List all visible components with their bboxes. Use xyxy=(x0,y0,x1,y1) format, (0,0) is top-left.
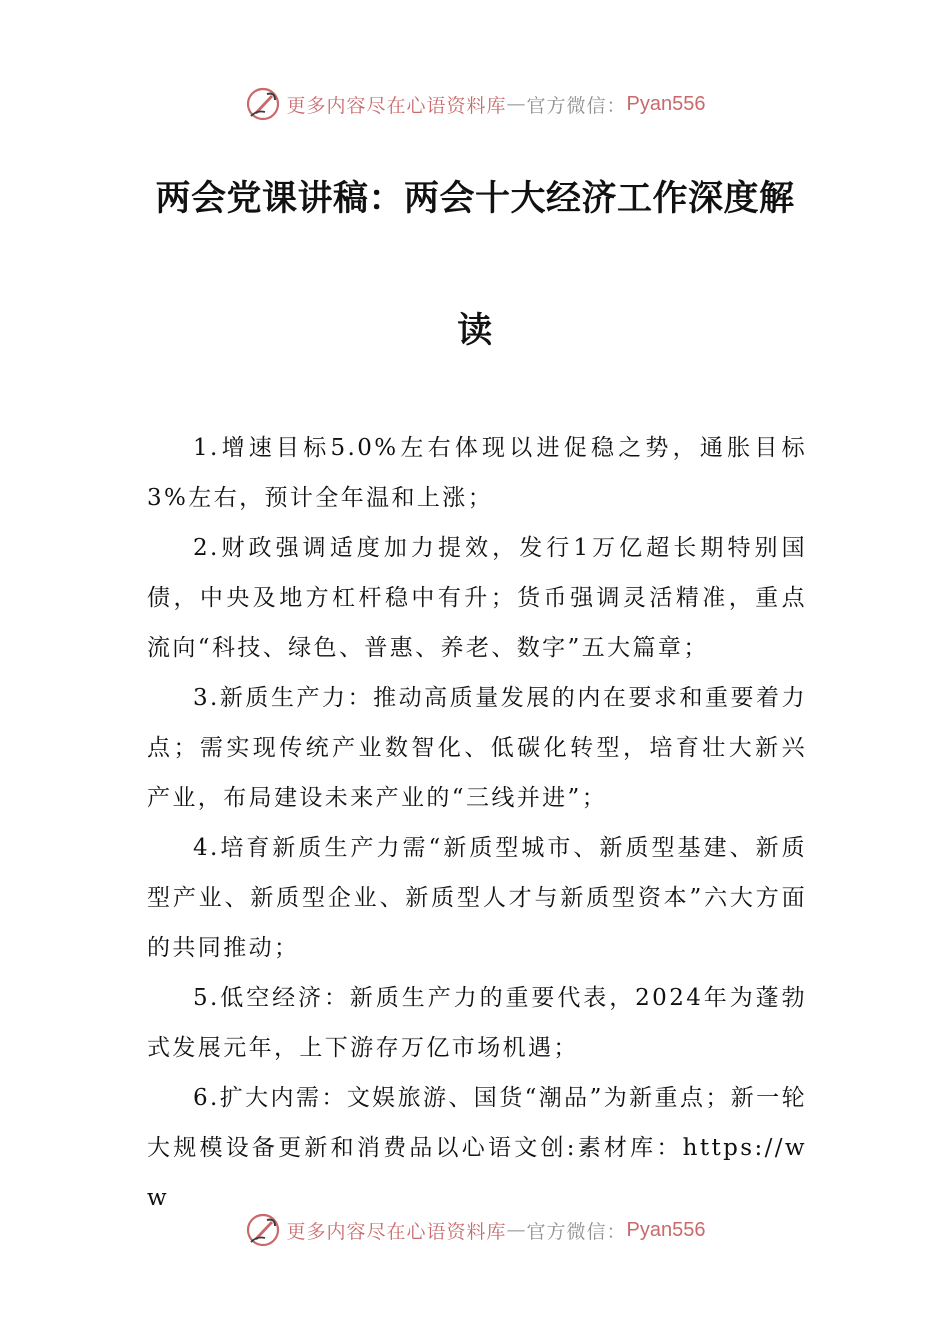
header-banner xyxy=(0,84,950,124)
document-title xyxy=(145,168,805,362)
banner-separator: — xyxy=(506,93,527,115)
banner-brand-text: 更多内容尽在心语资料库 xyxy=(286,94,507,117)
banner-separator: — xyxy=(506,1219,527,1241)
paragraph-6: 6.扩大内需：文娱旅游、国货“潮品”为新重点；新一轮大规模设备更新和消费品以心语文创:素材库：https://ww xyxy=(147,1085,807,1211)
title-line-1: 两会党课讲稿：两会十大经济工作深度解 xyxy=(155,179,795,219)
quill-pen-logo-icon xyxy=(245,1212,281,1248)
banner-brand-text: 更多内容尽在心语资料库 xyxy=(286,1220,507,1243)
paragraph-3: 3.新质生产力：推动高质量发展的内在要求和重要着力点；需实现传统产业数智化、低碳化转型，培育壮大新兴产业，布局建设未来产业的“三线并进”； xyxy=(147,685,807,811)
document-body xyxy=(147,423,807,1223)
paragraph-2: 2.财政强调适度加力提效，发行1万亿超长期特别国债，中央及地方杠杆稳中有升；货币强调灵活精准，重点流向“科技、绿色、普惠、养老、数字”五大篇章； xyxy=(147,535,807,661)
banner-contact-id: Pyan556 xyxy=(626,1218,706,1241)
paragraph-4: 4.培育新质生产力需“新质型城市、新质型基建、新质型产业、新质型企业、新质型人才与新质型资本”六大方面的共同推动； xyxy=(147,835,807,961)
quill-pen-logo-icon xyxy=(245,86,281,122)
banner-contact-label: 官方微信： xyxy=(526,94,627,117)
banner-contact-id: Pyan556 xyxy=(626,92,706,115)
title-line-2: 读 xyxy=(457,311,493,351)
paragraph-1: 1.增速目标5.0%左右体现以进促稳之势，通胀目标3%左右，预计全年温和上涨； xyxy=(147,435,807,511)
banner-contact-label: 官方微信： xyxy=(526,1220,627,1243)
footer-banner xyxy=(0,1210,950,1250)
paragraph-5: 5.低空经济：新质生产力的重要代表，2024年为蓬勃式发展元年，上下游存万亿市场机遇； xyxy=(147,985,807,1061)
